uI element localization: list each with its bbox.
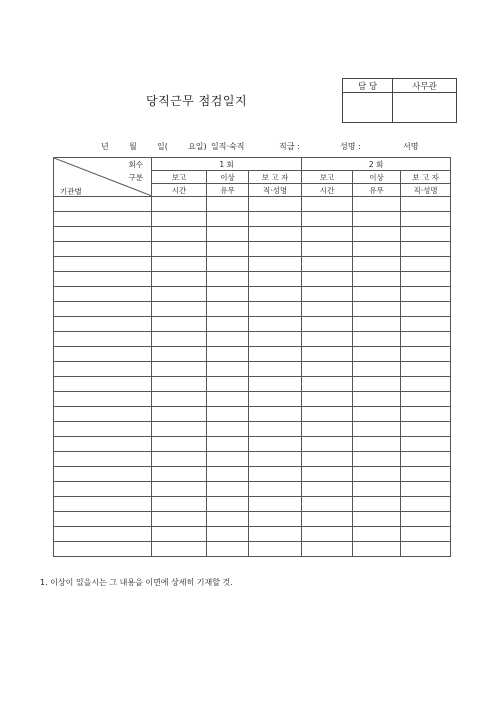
table-cell[interactable]	[249, 467, 302, 482]
info-year: 년	[101, 142, 109, 151]
table-cell[interactable]	[54, 482, 152, 497]
table-cell[interactable]	[152, 512, 207, 527]
table-cell[interactable]	[353, 287, 401, 302]
table-cell[interactable]	[249, 362, 302, 377]
table-cell[interactable]	[249, 452, 302, 467]
table-cell[interactable]	[353, 302, 401, 317]
table-cell[interactable]	[207, 302, 249, 317]
round2-header: 2 회	[302, 158, 451, 171]
table-cell[interactable]	[353, 542, 401, 557]
info-signature: 서명	[403, 142, 419, 151]
table-cell[interactable]	[353, 257, 401, 272]
table-cell[interactable]	[302, 227, 353, 242]
round1-header: 1 회	[152, 158, 302, 171]
table-cell[interactable]	[401, 437, 451, 452]
table-cell[interactable]	[353, 317, 401, 332]
table-cell[interactable]	[302, 257, 353, 272]
table-row	[54, 467, 451, 482]
table-cell[interactable]	[54, 257, 152, 272]
table-cell[interactable]	[353, 497, 401, 512]
table-cell[interactable]	[152, 542, 207, 557]
table-cell[interactable]	[353, 512, 401, 527]
table-cell[interactable]	[54, 527, 152, 542]
table-cell[interactable]	[401, 347, 451, 362]
table-cell[interactable]	[353, 272, 401, 287]
table-cell[interactable]	[54, 317, 152, 332]
table-cell[interactable]	[401, 212, 451, 227]
table-cell[interactable]	[353, 422, 401, 437]
table-row	[54, 212, 451, 227]
table-cell[interactable]	[207, 497, 249, 512]
info-rank: 직급 :	[279, 142, 300, 151]
col-header-bottom: 시간	[302, 184, 353, 197]
table-row	[54, 362, 451, 377]
table-row	[54, 287, 451, 302]
diagonal-header-cell	[54, 158, 152, 197]
table-row	[54, 452, 451, 467]
table-row	[54, 257, 451, 272]
table-cell[interactable]	[207, 482, 249, 497]
table-cell[interactable]	[302, 497, 353, 512]
table-cell[interactable]	[302, 347, 353, 362]
table-cell[interactable]	[152, 392, 207, 407]
table-cell[interactable]	[401, 257, 451, 272]
table-cell[interactable]	[54, 542, 152, 557]
table-cell[interactable]	[249, 437, 302, 452]
table-row	[54, 422, 451, 437]
approval-box	[342, 78, 457, 123]
table-cell[interactable]	[353, 452, 401, 467]
table-cell[interactable]	[249, 332, 302, 347]
table-cell[interactable]	[54, 197, 152, 212]
table-cell[interactable]	[207, 272, 249, 287]
table-cell[interactable]	[401, 542, 451, 557]
table-cell[interactable]	[353, 212, 401, 227]
table-cell[interactable]	[401, 392, 451, 407]
table-cell[interactable]	[54, 302, 152, 317]
table-cell[interactable]	[302, 377, 353, 392]
table-cell[interactable]	[249, 257, 302, 272]
table-cell[interactable]	[353, 332, 401, 347]
info-duty: 일직·숙직	[211, 142, 245, 151]
table-cell[interactable]	[401, 512, 451, 527]
col-header-top: 보고	[152, 171, 207, 184]
table-cell[interactable]	[207, 437, 249, 452]
table-cell[interactable]	[207, 242, 249, 257]
info-month: 월	[129, 142, 137, 151]
table-cell[interactable]	[249, 227, 302, 242]
table-row	[54, 527, 451, 542]
table-cell[interactable]	[152, 437, 207, 452]
table-cell[interactable]	[401, 467, 451, 482]
table-cell[interactable]	[249, 302, 302, 317]
table-cell[interactable]	[54, 452, 152, 467]
table-cell[interactable]	[249, 272, 302, 287]
table-cell[interactable]	[302, 452, 353, 467]
table-row	[54, 242, 451, 257]
table-cell[interactable]	[401, 317, 451, 332]
table-row	[54, 497, 451, 512]
table-row	[54, 482, 451, 497]
table-cell[interactable]	[54, 422, 152, 437]
table-cell[interactable]	[54, 227, 152, 242]
table-cell[interactable]	[207, 332, 249, 347]
table-cell[interactable]	[353, 242, 401, 257]
col-header-top: 보 고 자	[401, 171, 451, 184]
col-header-top: 이상	[353, 171, 401, 184]
table-cell[interactable]	[207, 467, 249, 482]
table-row	[54, 407, 451, 422]
table-cell[interactable]	[249, 287, 302, 302]
table-cell[interactable]	[54, 212, 152, 227]
table-cell[interactable]	[302, 242, 353, 257]
table-cell[interactable]	[302, 482, 353, 497]
table-cell[interactable]	[152, 227, 207, 242]
table-cell[interactable]	[353, 527, 401, 542]
table-cell[interactable]	[249, 542, 302, 557]
table-cell[interactable]	[249, 527, 302, 542]
col-header-bottom: 유무	[353, 184, 401, 197]
table-cell[interactable]	[353, 347, 401, 362]
table-cell[interactable]	[152, 257, 207, 272]
info-weekday: 요일)	[188, 142, 207, 151]
table-cell[interactable]	[302, 542, 353, 557]
col-header-bottom: 시간	[152, 184, 207, 197]
approval-sign-staff[interactable]	[343, 93, 393, 123]
table-cell[interactable]	[54, 362, 152, 377]
table-cell[interactable]	[353, 467, 401, 482]
table-row	[54, 197, 451, 212]
round-label: 회수	[128, 160, 143, 169]
approval-header-staff: 담 당	[343, 79, 393, 93]
table-cell[interactable]	[152, 302, 207, 317]
info-day: 일(	[157, 142, 168, 151]
table-cell[interactable]	[152, 317, 207, 332]
table-cell[interactable]	[207, 527, 249, 542]
table-cell[interactable]	[353, 437, 401, 452]
table-cell[interactable]	[302, 272, 353, 287]
table-cell[interactable]	[249, 392, 302, 407]
table-cell[interactable]	[207, 197, 249, 212]
table-row	[54, 332, 451, 347]
col-header-top: 보 고 자	[249, 171, 302, 184]
table-cell[interactable]	[54, 377, 152, 392]
table-row	[54, 317, 451, 332]
approval-sign-officer[interactable]	[393, 93, 457, 123]
table-cell[interactable]	[54, 467, 152, 482]
table-cell[interactable]	[152, 527, 207, 542]
table-row	[54, 347, 451, 362]
table-cell[interactable]	[152, 332, 207, 347]
table-cell[interactable]	[401, 302, 451, 317]
table-cell[interactable]	[401, 227, 451, 242]
table-cell[interactable]	[401, 272, 451, 287]
table-cell[interactable]	[152, 422, 207, 437]
table-cell[interactable]	[302, 407, 353, 422]
table-cell[interactable]	[302, 332, 353, 347]
form-title: 당직근무 점검일지	[146, 94, 248, 108]
table-cell[interactable]	[152, 272, 207, 287]
col-header-bottom: 직·성명	[249, 184, 302, 197]
table-cell[interactable]	[54, 392, 152, 407]
col-header-top: 보고	[302, 171, 353, 184]
info-name: 성명 :	[340, 142, 361, 151]
agency-label: 기관별	[60, 187, 82, 196]
table-row	[54, 392, 451, 407]
col-header-bottom: 직·성명	[401, 184, 451, 197]
table-cell[interactable]	[302, 287, 353, 302]
table-cell[interactable]	[249, 197, 302, 212]
table-cell[interactable]	[152, 287, 207, 302]
table-cell[interactable]	[302, 212, 353, 227]
table-cell[interactable]	[249, 422, 302, 437]
table-cell[interactable]	[207, 362, 249, 377]
table-cell[interactable]	[54, 347, 152, 362]
table-cell[interactable]	[249, 242, 302, 257]
table-cell[interactable]	[302, 527, 353, 542]
table-cell[interactable]	[207, 317, 249, 332]
table-cell[interactable]	[152, 347, 207, 362]
table-cell[interactable]	[207, 257, 249, 272]
table-cell[interactable]	[152, 467, 207, 482]
table-cell[interactable]	[401, 332, 451, 347]
table-cell[interactable]	[401, 407, 451, 422]
table-cell[interactable]	[152, 482, 207, 497]
table-cell[interactable]	[152, 242, 207, 257]
inspection-table	[53, 157, 451, 557]
table-cell[interactable]	[152, 497, 207, 512]
table-row	[54, 302, 451, 317]
table-cell[interactable]	[302, 512, 353, 527]
table-cell[interactable]	[401, 362, 451, 377]
table-cell[interactable]	[353, 197, 401, 212]
table-cell[interactable]	[152, 197, 207, 212]
table-cell[interactable]	[401, 452, 451, 467]
table-row	[54, 227, 451, 242]
table-cell[interactable]	[249, 497, 302, 512]
table-cell[interactable]	[207, 407, 249, 422]
table-cell[interactable]	[207, 212, 249, 227]
table-cell[interactable]	[353, 362, 401, 377]
table-cell[interactable]	[401, 482, 451, 497]
table-cell[interactable]	[152, 362, 207, 377]
table-row	[54, 542, 451, 557]
table-cell[interactable]	[249, 482, 302, 497]
table-cell[interactable]	[401, 497, 451, 512]
table-cell[interactable]	[152, 377, 207, 392]
table-cell[interactable]	[207, 227, 249, 242]
table-row	[54, 437, 451, 452]
footnote: 1. 이상이 있을시는 그 내용을 이면에 상세히 기재할 것.	[40, 578, 233, 587]
table-cell[interactable]	[401, 422, 451, 437]
table-row	[54, 377, 451, 392]
table-cell[interactable]	[353, 377, 401, 392]
table-row	[54, 272, 451, 287]
table-cell[interactable]	[207, 542, 249, 557]
table-cell[interactable]	[54, 497, 152, 512]
table-cell[interactable]	[401, 287, 451, 302]
table-cell[interactable]	[302, 467, 353, 482]
table-cell[interactable]	[54, 242, 152, 257]
table-cell[interactable]	[207, 287, 249, 302]
table-cell[interactable]	[54, 512, 152, 527]
table-cell[interactable]	[54, 437, 152, 452]
table-cell[interactable]	[152, 407, 207, 422]
table-cell[interactable]	[249, 317, 302, 332]
table-cell[interactable]	[54, 272, 152, 287]
table-cell[interactable]	[353, 407, 401, 422]
table-cell[interactable]	[249, 512, 302, 527]
table-cell[interactable]	[249, 377, 302, 392]
table-cell[interactable]	[207, 512, 249, 527]
table-cell[interactable]	[302, 422, 353, 437]
table-cell[interactable]	[249, 347, 302, 362]
table-cell[interactable]	[249, 407, 302, 422]
table-cell[interactable]	[401, 242, 451, 257]
table-cell[interactable]	[401, 197, 451, 212]
table-row	[54, 512, 451, 527]
table-cell[interactable]	[302, 437, 353, 452]
table-cell[interactable]	[207, 377, 249, 392]
table-cell[interactable]	[353, 392, 401, 407]
table-cell[interactable]	[54, 287, 152, 302]
table-cell[interactable]	[207, 452, 249, 467]
table-cell[interactable]	[401, 377, 451, 392]
table-cell[interactable]	[152, 452, 207, 467]
table-cell[interactable]	[401, 527, 451, 542]
table-cell[interactable]	[302, 392, 353, 407]
col-header-bottom: 유무	[207, 184, 249, 197]
approval-header-officer: 사무관	[393, 79, 457, 93]
table-cell[interactable]	[302, 197, 353, 212]
table-cell[interactable]	[353, 227, 401, 242]
table-cell[interactable]	[207, 422, 249, 437]
table-cell[interactable]	[302, 302, 353, 317]
table-cell[interactable]	[207, 347, 249, 362]
table-cell[interactable]	[302, 362, 353, 377]
table-cell[interactable]	[249, 212, 302, 227]
table-cell[interactable]	[302, 317, 353, 332]
table-cell[interactable]	[207, 392, 249, 407]
table-cell[interactable]	[54, 407, 152, 422]
table-cell[interactable]	[54, 332, 152, 347]
table-cell[interactable]	[152, 212, 207, 227]
table-cell[interactable]	[353, 482, 401, 497]
category-label: 구분	[128, 173, 143, 182]
col-header-top: 이상	[207, 171, 249, 184]
